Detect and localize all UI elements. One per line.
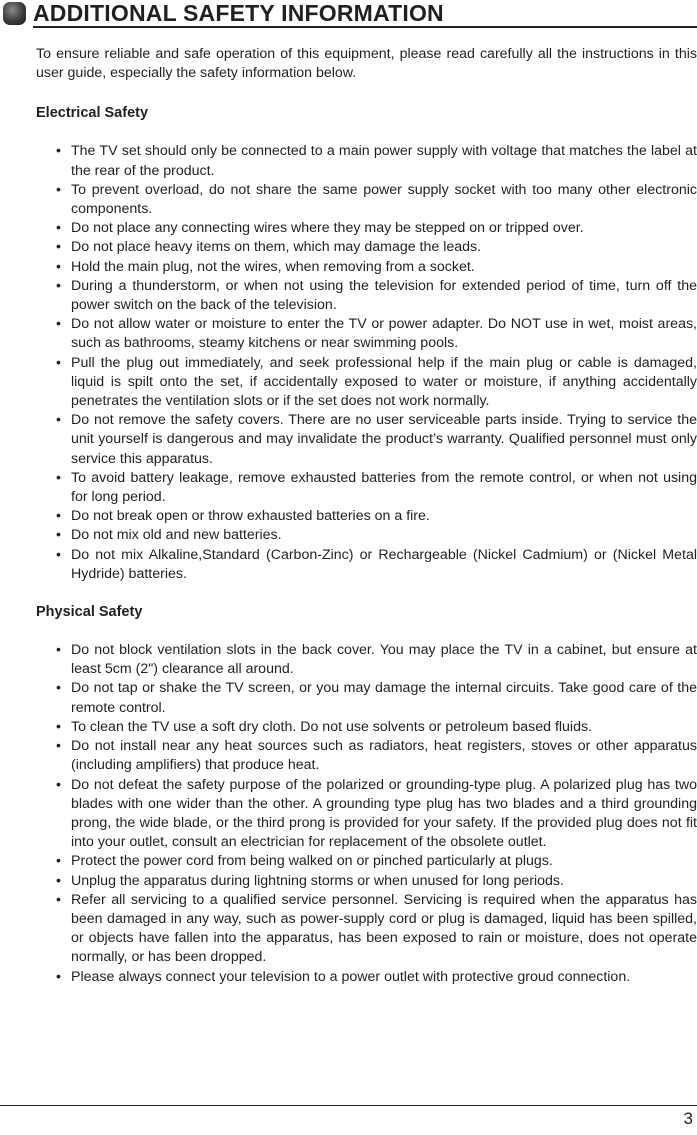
physical-safety-list — [36, 641, 697, 987]
list-item: • Protect the power cord from being walked on or pinched particularly at plugs. — [36, 852, 697, 871]
list-item: • Refer all servicing to a qualified service personnel. Servicing is required when the apparatus has been damaged in any way, such as power-supply cord or plug is damaged, liquid has been spilled, or objects have fallen into the apparatus, has been exposed to rain or moisture, does not operate normally, or has been dropped. — [36, 891, 697, 968]
list-item: • Do not block ventilation slots in the back cover. You may place the TV in a cabinet, but ensure at least 5cm (2") clearance all around. — [36, 641, 697, 679]
list-item: • Do not place any connecting wires where they may be stepped on or tripped over. — [36, 219, 697, 238]
list-item: • Unplug the apparatus during lightning storms or when unused for long periods. — [36, 872, 697, 891]
physical-safety-heading: Physical Safety — [36, 604, 143, 621]
list-item: • The TV set should only be connected to a main power supply with voltage that matches the label at the rear of the product. — [36, 142, 697, 180]
electrical-safety-heading: Electrical Safety — [36, 105, 149, 122]
page-number: 3 — [683, 1109, 693, 1128]
header-rule — [33, 26, 697, 28]
list-item: • Do not mix Alkaline,Standard (Carbon-Zinc) or Rechargeable (Nickel Cadmium) or (Nickel Metal Hydride) batteries. — [36, 546, 697, 584]
list-item: • Do not defeat the safety purpose of the polarized or grounding-type plug. A polarized plug has two blades with one wider than the other. A grounding type plug has two blades and a third grounding prong, the wide blade, or the third prong is provided for your safety. If the provided plug does not fit into your outlet, consult an electrician for replacement of the obsolete outlet. — [36, 776, 697, 853]
page-title: ADDITIONAL SAFETY INFORMATION — [33, 0, 444, 26]
list-item: • To prevent overload, do not share the same power supply socket with too many other electronic components. — [36, 181, 697, 219]
list-item: • To clean the TV use a soft dry cloth. Do not use solvents or petroleum based fluids. — [36, 718, 697, 737]
footer-rule — [0, 1105, 697, 1106]
list-item: • Do not mix old and new batteries. — [36, 526, 697, 545]
list-item: • To avoid battery leakage, remove exhausted batteries from the remote control, or when not using for long period. — [36, 469, 697, 507]
list-item: • Do not break open or throw exhausted batteries on a fire. — [36, 507, 697, 526]
list-item: • Do not install near any heat sources such as radiators, heat registers, stoves or other apparatus (including amplifiers) that produce heat. — [36, 737, 697, 775]
list-item: • Do not place heavy items on them, which may damage the leads. — [36, 238, 697, 257]
list-item: • Do not tap or shake the TV screen, or you may damage the internal circuits. Take good care of the remote control. — [36, 679, 697, 717]
section-badge-icon — [3, 2, 26, 25]
document-body — [36, 45, 697, 987]
page-header — [0, 0, 697, 30]
intro-paragraph: To ensure reliable and safe operation of this equipment, please read carefully all the instructions in this user guide, especially the safety information below. — [36, 46, 697, 82]
list-item: • Hold the main plug, not the wires, when removing from a socket. — [36, 258, 697, 277]
list-item: • Do not remove the safety covers. There are no user serviceable parts inside. Trying to service the unit yourself is dangerous and may invalidate the product’s warranty. Qualified personnel must only service this apparatus. — [36, 411, 697, 469]
list-item: • Please always connect your television to a power outlet with protective groud connection. — [36, 968, 697, 987]
electrical-safety-list — [36, 142, 697, 584]
list-item: • Pull the plug out immediately, and seek professional help if the main plug or cable is damaged, liquid is spilt onto the set, if accidentally exposed to water or moisture, if anything accidentally penetrates the ventilation slots or if the set does not work normally. — [36, 354, 697, 412]
list-item: • During a thunderstorm, or when not using the television for extended period of time, turn off the power switch on the back of the television. — [36, 277, 697, 315]
list-item: • Do not allow water or moisture to enter the TV or power adapter. Do NOT use in wet, moist areas, such as bathrooms, steamy kitchens or near swimming pools. — [36, 315, 697, 353]
